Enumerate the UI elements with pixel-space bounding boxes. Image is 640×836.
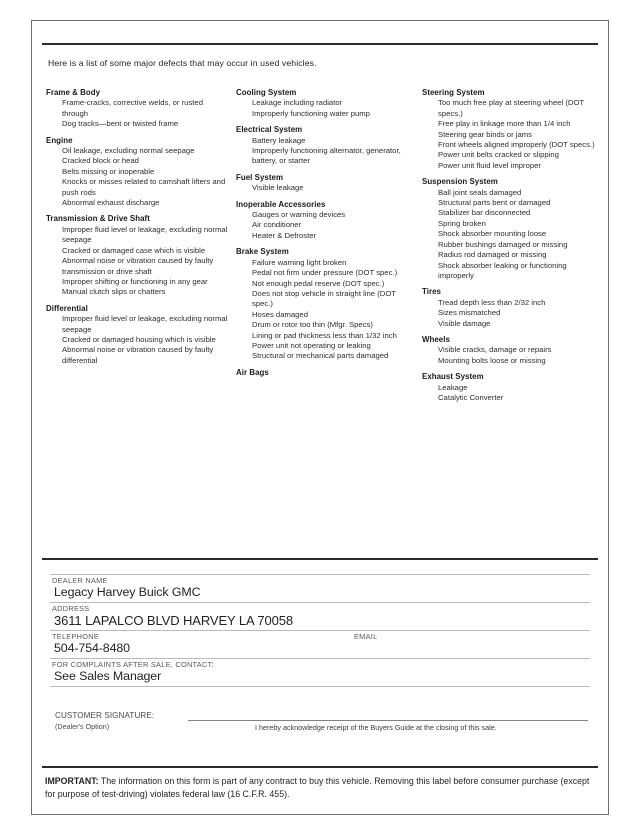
important-divider: [42, 766, 598, 768]
defect-item: Improperly functioning water pump: [252, 108, 370, 118]
defect-item: Does not stop vehicle in straight line (DOT spec.): [252, 288, 396, 309]
defect-category-title: Fuel System: [236, 172, 284, 182]
defect-category: [422, 177, 600, 281]
defect-item: Visible leakage: [252, 183, 304, 193]
defect-category: [236, 247, 416, 361]
defect-category: [422, 335, 600, 366]
defect-item: Leakage including radiator: [252, 98, 343, 108]
defect-item: Hoses damaged: [252, 309, 308, 319]
dealer-section-divider: [42, 558, 598, 560]
dealer-name-value: Legacy Harvey Buick GMC: [54, 585, 201, 599]
defects-column-3: [422, 88, 600, 403]
defect-item: Radius rod damaged or missing: [438, 250, 547, 260]
defect-category-title: Frame & Body: [46, 88, 101, 97]
defect-item: Lining or pad thickness less than 1/32 inch: [252, 330, 397, 340]
defect-item: Manual clutch slips or chatters: [62, 287, 166, 297]
defect-category: [422, 88, 600, 171]
defect-item: Oil leakage, excluding normal seepage: [62, 146, 195, 156]
defect-item: Visible cracks, damage or repairs: [438, 345, 552, 355]
defect-item: Battery leakage: [252, 135, 306, 145]
defect-category-title: Differential: [46, 303, 88, 313]
defect-item: Power unit belts cracked or slipping: [438, 150, 559, 160]
customer-signature-label: CUSTOMER SIGNATURE:: [55, 711, 155, 720]
defect-item: Dog tracks—bent or twisted frame: [62, 119, 179, 129]
important-notice: [45, 775, 597, 801]
defect-item: Gauges or warning devices: [252, 210, 346, 220]
defect-item: Front wheels aligned improperly (DOT specs.): [438, 140, 595, 150]
defect-category-title: Inoperable Accessories: [236, 199, 326, 209]
defect-item: Sizes mismatched: [438, 308, 501, 318]
defect-item-list: [422, 345, 600, 366]
important-heading: IMPORTANT:: [45, 776, 99, 786]
signature-acknowledgement-text: I hereby acknowledge receipt of the Buyers Guide at the closing of this sale.: [255, 723, 497, 732]
defect-category-title: Exhaust System: [422, 372, 484, 382]
defect-item: Visible damage: [438, 318, 491, 328]
defect-category-title: Engine: [46, 135, 73, 145]
defect-item: Rubber bushings damaged or missing: [438, 239, 568, 249]
defect-item-list: [46, 98, 230, 129]
defect-category: [46, 304, 230, 366]
defect-item: Steering gear binds or jams: [438, 129, 533, 139]
defect-category-title: Suspension System: [422, 177, 498, 187]
defect-category: [236, 88, 416, 119]
dealer-name-field[interactable]: [50, 574, 590, 602]
defect-category-title: Brake System: [236, 247, 289, 257]
defect-item-list: [422, 188, 600, 282]
defect-item: Structural or mechanical parts damaged: [252, 351, 389, 361]
dealer-complaints-label: FOR COMPLAINTS AFTER SALE, CONTACT:: [52, 660, 214, 669]
dealer-name-label: DEALER NAME: [52, 576, 108, 585]
defects-column-1: [46, 88, 236, 366]
defect-item: Not enough pedal reserve (DOT spec.): [252, 278, 385, 288]
defect-item-list: [46, 314, 230, 366]
defect-item: Knocks or misses related to camshaft lifters and push rods: [62, 177, 226, 197]
defect-item-list: [422, 98, 600, 171]
dealer-telephone-label: TELEPHONE: [52, 632, 100, 641]
important-text: The information on this form is part of any contract to buy this vehicle. Removing this label before consumer purchase (except for purpose of test-driving) violates federal law (16 C.F.R. 455).: [45, 776, 590, 799]
defect-item: Mounting bolts loose or missing: [438, 355, 546, 365]
defect-item: Structural parts bent or damaged: [438, 198, 551, 208]
defect-item: Tread depth less than 2/32 inch: [438, 297, 546, 307]
defect-item: Abnormal noise or vibration caused by faulty differential: [62, 345, 214, 365]
defect-item-list: [46, 146, 230, 208]
defect-item-list: [422, 298, 600, 329]
defect-item: Catalytic Converter: [438, 392, 504, 402]
defect-category: [236, 368, 416, 378]
defect-category-title: Air Bags: [236, 367, 269, 377]
intro-text: Here is a list of some major defects that may occur in used vehicles.: [48, 58, 317, 68]
defect-item: Frame-cracks, corrective welds, or rusted through: [62, 98, 203, 118]
defect-item: Air conditioner: [252, 220, 302, 230]
defect-category: [46, 214, 230, 297]
dealer-telephone-field[interactable]: [50, 630, 590, 658]
dealer-complaints-field[interactable]: [50, 658, 590, 687]
defect-item: Belts missing or inoperable: [62, 166, 155, 176]
defect-item: Spring broken: [438, 218, 486, 228]
defect-item-list: [236, 258, 416, 362]
dealer-address-field[interactable]: [50, 602, 590, 630]
defect-category: [236, 200, 416, 242]
defect-item: Cracked or damaged case which is visible: [62, 245, 206, 255]
defect-item: Improper fluid level or leakage, excluding normal seepage: [62, 314, 228, 334]
buyers-guide-page: [31, 20, 609, 815]
defect-item: Cracked block or head: [62, 156, 139, 166]
customer-signature-section: [50, 711, 590, 751]
defect-item: Too much free play at steering wheel (DOT specs.): [438, 98, 584, 118]
dealer-telephone-value: 504-754-8480: [54, 641, 130, 655]
defect-category: [422, 287, 600, 329]
defect-category-title: Steering System: [422, 88, 485, 97]
defect-category-title: Transmission & Drive Shaft: [46, 214, 150, 224]
defect-item: Power unit fluid level improper: [438, 160, 541, 170]
defect-item: Free play in linkage more than 1/4 inch: [438, 119, 571, 129]
defects-column-2: [236, 88, 422, 378]
defect-category: [236, 125, 416, 167]
defect-category-title: Tires: [422, 287, 441, 297]
dealer-address-value: 3611 LAPALCO BLVD HARVEY LA 70058: [54, 613, 294, 628]
defect-item-list: [236, 136, 416, 167]
defect-category-title: Electrical System: [236, 125, 303, 135]
dealer-address-label: ADDRESS: [52, 604, 90, 613]
customer-signature-line[interactable]: [188, 720, 588, 721]
dealer-info-section: [50, 574, 590, 687]
defect-item: Pedal not firm under pressure (DOT spec.): [252, 268, 398, 278]
defect-category: [422, 372, 600, 403]
defect-item: Improper shifting or functioning in any gear: [62, 276, 208, 286]
defect-category: [46, 136, 230, 209]
defect-category-title: Wheels: [422, 334, 450, 344]
defect-item-list: [236, 183, 416, 193]
defect-item: Heater & Defroster: [252, 230, 317, 240]
defect-category: [46, 88, 230, 130]
defect-item-list: [46, 225, 230, 298]
defect-item: Stabilizer bar disconnected: [438, 208, 531, 218]
defect-item-list: [236, 210, 416, 241]
defect-category-title: Cooling System: [236, 88, 297, 97]
defect-item: Cracked or damaged housing which is visible: [62, 334, 216, 344]
defect-item: Ball joint seals damaged: [438, 187, 522, 197]
defects-list: [46, 88, 600, 403]
defect-category: [236, 173, 416, 194]
defect-item: Improperly functioning alternator, generator, battery, or starter: [252, 146, 401, 166]
defect-item: Drum or rotor too thin (Mfgr. Specs): [252, 320, 373, 330]
dealer-email-label: EMAIL: [354, 632, 378, 641]
defect-item: Failure warning light broken: [252, 257, 347, 267]
defect-item: Improper fluid level or leakage, excluding normal seepage: [62, 224, 228, 245]
dealer-complaints-value: See Sales Manager: [54, 669, 162, 683]
defect-item: Power unit not operating or leaking: [252, 340, 371, 350]
top-divider: [42, 43, 598, 45]
customer-signature-sublabel: (Dealer's Option): [55, 722, 110, 731]
defect-item-list: [422, 383, 600, 404]
defect-item: Shock absorber mounting loose: [438, 229, 547, 239]
defect-item: Shock absorber leaking or functioning improperly: [438, 260, 567, 280]
defect-item: Leakage: [438, 382, 468, 392]
defect-item: Abnormal noise or vibration caused by faulty transmission or drive shaft: [62, 256, 214, 276]
defect-item-list: [236, 98, 416, 119]
defect-item: Abnormal exhaust discharge: [62, 198, 160, 208]
